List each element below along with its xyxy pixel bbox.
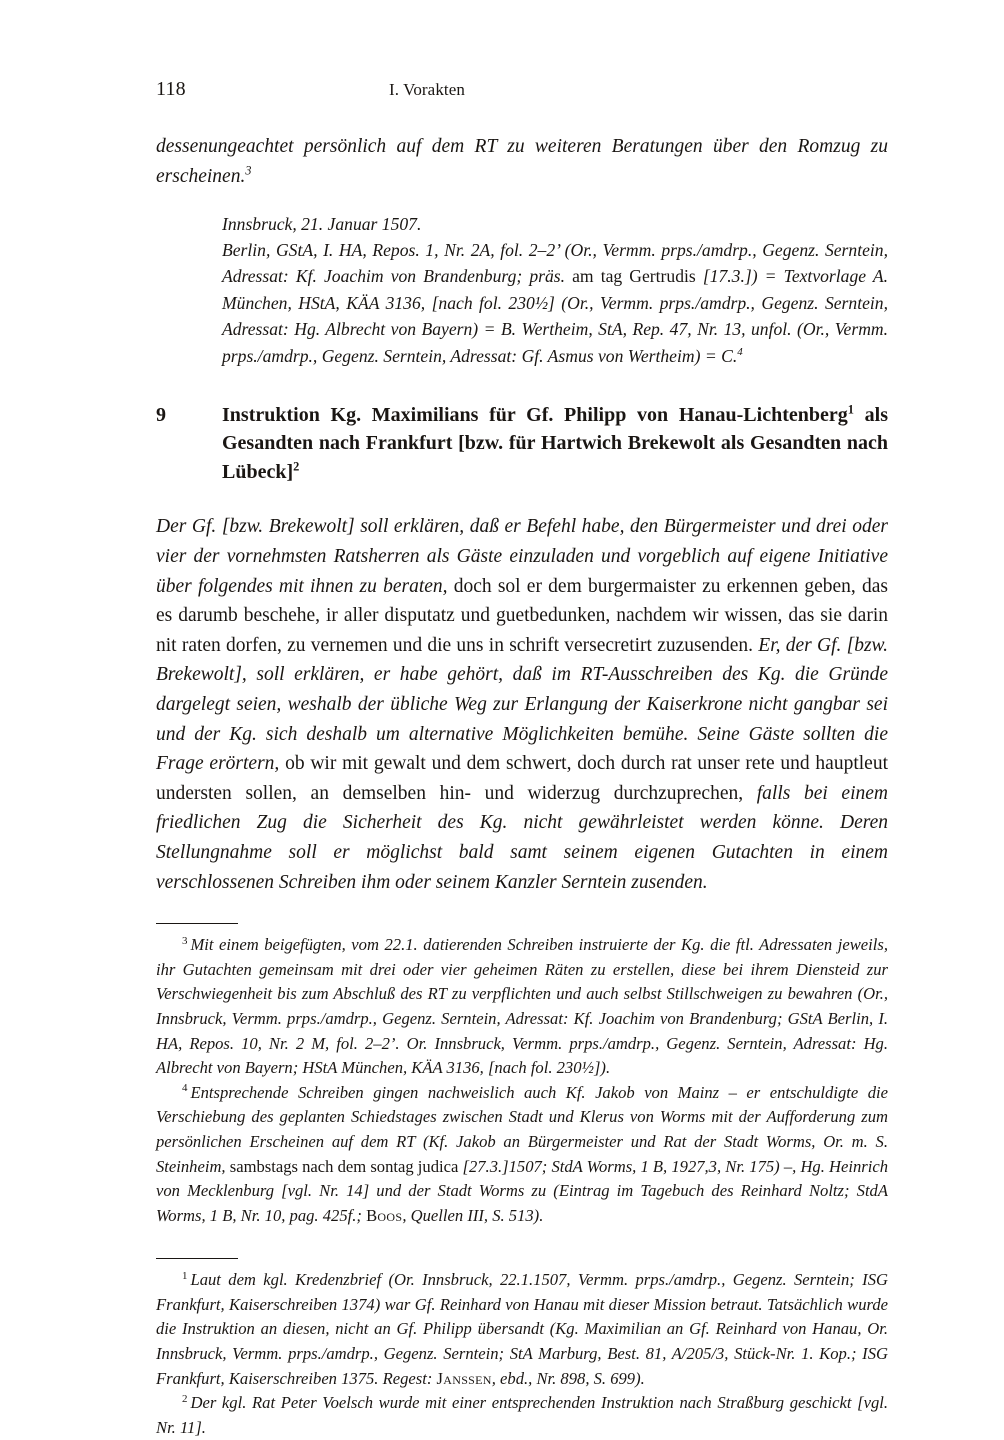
text-segment-1: Entsprechende Schreiben gingen nachweislich auch Kf. Jakob von Mainz – er entschuldigte die Verschiebung des geplanten Schiedstages zwischen Stadt und Klerus von Worms mit der Aufforderung zum persönlichen Erscheinen auf dem RT (Kf. Jakob an Bürgermeister und Rat der Stadt Worms, Or. m. S. Steinheim,	[156, 1082, 888, 1176]
text-segment-2: am tag Gertrudis	[572, 266, 703, 287]
footnote-ref-4[interactable]: 4	[737, 345, 743, 358]
text-segment-1: Berlin, GStA, I. HA, Repos. 1, Nr. 2A, fol. 2–2’ (Or., Vermm. prps./amdrp., Gegenz. Serntein, Adressat: Kf. Joachim von Brandenburg; präs.	[222, 239, 888, 287]
footnote-marker-3: 3	[182, 934, 188, 947]
footnote-3	[156, 933, 888, 1081]
text-segment-3: , ebd., Nr. 898, S. 699).	[491, 1368, 645, 1388]
text-segment-5: , Quellen III, S. 513).	[402, 1205, 544, 1225]
text-segment-4: Boos	[366, 1205, 403, 1225]
text-segment-3: Er, der Gf. [bzw. Brekewolt], soll erklären, er habe gehört, daß im RT-Ausschreiben des Kg. die Gründe dargelegt seien, weshalb der übliche Weg zur Erlangung der Kaiserkrone nicht gangbar sei und der Kg. sich deshalb um alternative Möglichkeiten bemühe. Seine Gäste sollten die Frage erörtern,	[156, 634, 888, 775]
footnote-group-secondary	[156, 1258, 888, 1440]
running-head	[156, 78, 888, 112]
text-segment-1: Der kgl. Rat Peter Voelsch wurde mit einer entsprechenden Instruktion nach Straßburg geschickt [vgl. Nr. 11].	[156, 1393, 888, 1437]
text-segment-2: sambstags nach dem sontag judica	[229, 1156, 463, 1176]
text-segment-3: [17.3.]) = Textvorlage A. München, HStA, KÄA 3136, [nach fol. 230½] (Or., Vermm. prps./amdrp., Gegenz. Serntein, Adressat: Hg. Albrecht von Bayern) = B. Wertheim, StA, Rep. 47, Nr. 13, unfol. (Or., Vermm. prps./amdrp., Gegenz. Serntein, Adressat: Gf. Asmus von Wertheim) = C.	[222, 266, 888, 366]
text-segment-5: falls bei einem friedlichen Zug die Sicherheit des Kg. nicht gewährleistet werden könne. Deren Stellungnahme soll er möglichst bald samt seinem eigenen Gutachten in einem verschlossenen Schreiben ihm oder seinem Kanzler Serntein zusenden.	[156, 782, 888, 893]
lead-paragraph	[156, 132, 888, 191]
footnote-marker-1: 1	[182, 1269, 188, 1282]
lead-paragraph-text: dessenungeachtet persönlich auf dem RT zu weiteren Beratungen über den Romzug zu erscheinen.	[156, 136, 888, 187]
source-date-line: Innsbruck, 21. Januar 1507.	[222, 213, 422, 234]
footnote-1	[156, 1268, 888, 1391]
text-segment-1: Mit einem beigefügten, vom 22.1. datierenden Schreiben instruierte der Kg. die ftl. Adressaten jeweils, ihr Gutachten gemeinsam mit drei oder vier geheimen Räten zu erstellen, diese bei ihrem Diensteid zur Verschwiegenheit bis zum Abschluß des RT zu verpflichten und auch selbst Stillschweigen zu bewahren (Or., Innsbruck, Vermm. prps./amdrp., Gegenz. Serntein, Adressat: Kf. Joachim von Brandenburg; GStA Berlin, I. HA, Repos. 10, Nr. 2 M, fol. 2–2’. Or. Innsbruck, Vermm. prps./amdrp., Gegenz. Serntein, Adressat: Hg. Albrecht von Bayern; HStA München, KÄA 3136, [nach fol. 230½]).	[156, 935, 888, 1078]
footnote-marker-2: 2	[182, 1392, 188, 1405]
text-segment-4: ob wir mit gewalt und dem schwert, doch durch rat unser rete und hauptleut understen sollen, an demselben hin- und widerzug durchzuprechen,	[156, 753, 888, 804]
document-heading	[156, 401, 888, 487]
text-segment-3: [27.3.]1507; StdA Worms, 1 B, 1927,3, Nr. 175) –, Hg. Heinrich von Mecklenburg [vgl. Nr. 14] und der Stadt Worms zu (Eintrag im Tagebuch des Reinhard Noltz; StdA Worms, 1 B, Nr. 10, pag. 425f.;	[156, 1156, 889, 1225]
footnote-ref-3[interactable]: 3	[245, 163, 252, 177]
running-title: I. Vorakten	[388, 80, 465, 99]
footnote-ref-2[interactable]: 2	[293, 459, 300, 474]
text-segment-2: Janssen	[436, 1368, 492, 1388]
text-segment-2: doch sol er dem burgermaister zu erkennen geben, das es darumb beschehe, ir aller disputatz und guetbedunken, nachdem wir wissen, das sie darin nit raten dorfen, zu vernemen und die uns in schrift versecretirt zuzusenden.	[156, 575, 888, 656]
text-segment-1: Der Gf. [bzw. Brekewolt] soll erklären, daß er Befehl habe, den Bürgermeister und drei oder vier der vornehmsten Ratsherren als Gäste einzuladen und vorgeblich auf eigene Initiative über folgendes mit ihnen zu beraten,	[156, 516, 888, 597]
source-provenance-block	[222, 211, 888, 369]
page-number: 118	[156, 78, 186, 100]
page-content-column	[156, 0, 888, 1440]
regest-body	[156, 512, 888, 897]
footnote-4	[156, 1081, 888, 1229]
document-heading-part-1: Instruktion Kg. Maximilians für Gf. Philipp von Hanau-Lichtenberg	[222, 403, 848, 426]
document-number: 9	[156, 403, 166, 426]
source-citation	[222, 240, 888, 366]
footnote-2	[156, 1391, 888, 1440]
footnote-ref-1[interactable]: 1	[847, 402, 854, 417]
footnote-list-primary	[156, 933, 888, 1228]
footnote-marker-4: 4	[182, 1082, 188, 1095]
footnote-list-secondary	[156, 1268, 888, 1440]
document-heading-part-2: als Gesandten nach Frankfurt [bzw. für Hartwich Brekewolt als Gesandten nach Lübeck]	[222, 403, 888, 483]
text-segment-1: Laut dem kgl. Kredenzbrief (Or. Innsbruck, 22.1.1507, Vermm. prps./amdrp., Gegenz. Serntein; ISG Frankfurt, Kaiserschreiben 1374) war Gf. Reinhard von Hanau mit dieser Mission betraut. Tatsächlich wurde die Instruktion an diesen, nicht an Gf. Philipp übersandt (Kg. Maximilian an Gf. Reinhard von Hanau, Or. Innsbruck, Vermm. prps./amdrp., Gegenz. Serntein; StA Marburg, Best. 81, A/205/3, Stück-Nr. 1. Kop.; ISG Frankfurt, Kaiserschreiben 1375. Regest:	[156, 1270, 888, 1388]
footnote-group-primary	[156, 923, 888, 1228]
